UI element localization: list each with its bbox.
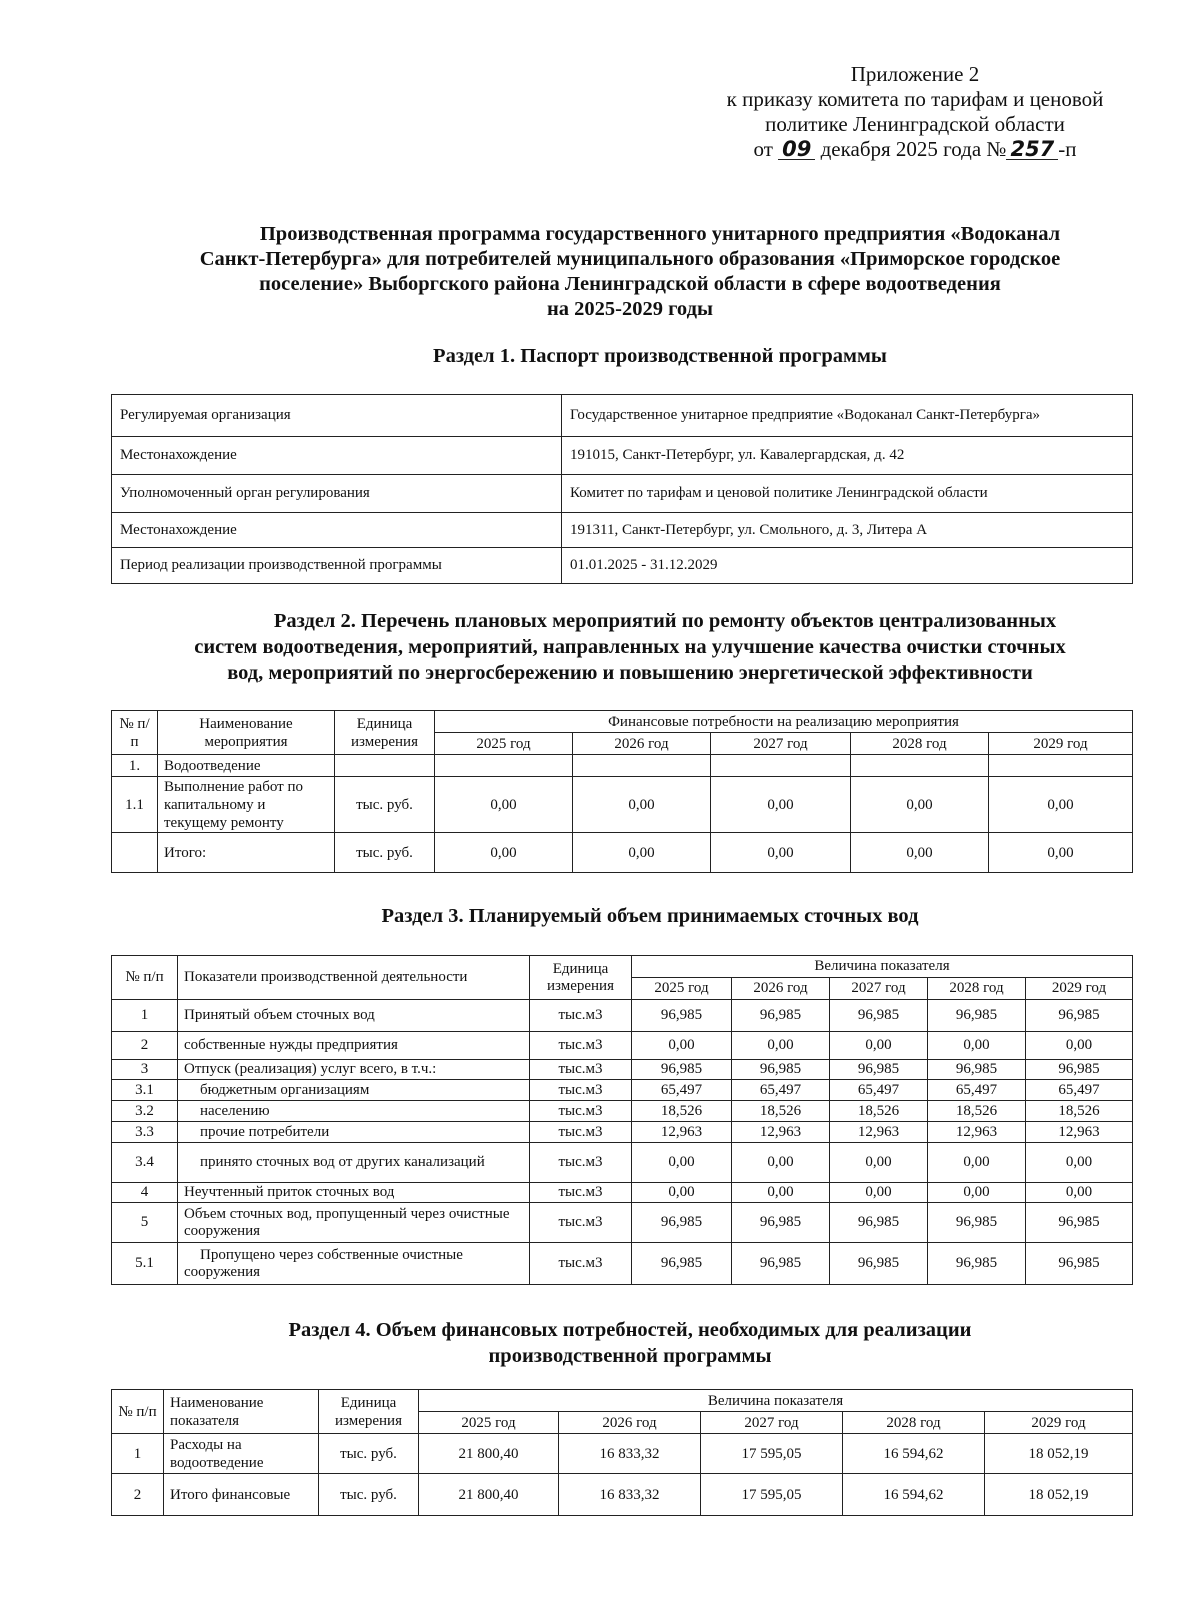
col-header-unit: Единица измерения — [530, 956, 632, 1000]
row-name — [178, 1143, 530, 1183]
row-num: 3.4 — [112, 1143, 178, 1183]
row-value: 65,497 — [830, 1080, 928, 1101]
col-header-group: Финансовые потребности на реализацию мероприятия — [435, 711, 1133, 733]
row-value: 17 595,05 — [701, 1474, 843, 1516]
row-value: 0,00 — [1026, 1032, 1133, 1060]
table-row — [112, 1143, 1133, 1183]
table-row — [112, 1060, 1133, 1080]
row-name — [178, 1243, 530, 1285]
row-value: 18 052,19 — [985, 1474, 1133, 1516]
row-value: 96,985 — [928, 1000, 1026, 1032]
table-row — [112, 1032, 1133, 1060]
col-header-unit: Единица измерения — [319, 1390, 419, 1434]
row-num: 2 — [112, 1032, 178, 1060]
row-value: 96,985 — [1026, 1243, 1133, 1285]
section-2-heading-line-3: вод, мероприятий по энергосбережению и повышению энергетической эффективности — [227, 662, 1033, 684]
row-value: 16 594,62 — [843, 1474, 985, 1516]
col-header-year: 2025 год — [419, 1412, 559, 1434]
passport-value: 01.01.2025 - 31.12.2029 — [562, 548, 1133, 584]
col-header-year: 2028 год — [851, 733, 989, 755]
row-value: 0,00 — [732, 1032, 830, 1060]
title-line-3: поселение» Выборгского района Ленинградской области в сфере водоотведения — [259, 273, 1001, 295]
row-unit: тыс.м3 — [530, 1183, 632, 1203]
row-unit: тыс.м3 — [530, 1203, 632, 1243]
row-value: 96,985 — [632, 1243, 732, 1285]
row-value: 0,00 — [732, 1183, 830, 1203]
row-value: 12,963 — [830, 1122, 928, 1143]
table-row — [112, 1203, 1133, 1243]
passport-label: Местонахождение — [112, 437, 562, 475]
table-header-row — [112, 1390, 1133, 1412]
table-row — [112, 777, 1133, 833]
col-header-unit: Единица измерения — [335, 711, 435, 755]
row-value: 65,497 — [928, 1080, 1026, 1101]
col-header-name: Показатели производственной деятельности — [178, 956, 530, 1000]
row-name: Неучтенный приток сточных вод — [178, 1183, 530, 1203]
col-header-year: 2027 год — [711, 733, 851, 755]
table-row — [112, 755, 1133, 777]
appendix-line-1: Приложение 2 — [850, 62, 980, 86]
table-row — [112, 1474, 1133, 1516]
table-row — [112, 1080, 1133, 1101]
col-header-name: Наименование мероприятия — [158, 711, 335, 755]
passport-value: 191015, Санкт-Петербург, ул. Кавалергардская, д. 42 — [562, 437, 1133, 475]
col-header-year: 2027 год — [701, 1412, 843, 1434]
col-header-year: 2029 год — [985, 1412, 1133, 1434]
table-row — [112, 437, 1133, 475]
order-number-suffix: -п — [1058, 137, 1077, 161]
row-num: 1 — [112, 1000, 178, 1032]
row-value: 12,963 — [928, 1122, 1026, 1143]
title-line-1: Производственная программа государственного унитарного предприятия «Водоканал — [259, 223, 1061, 245]
row-value: 96,985 — [928, 1203, 1026, 1243]
row-num: 2 — [112, 1474, 164, 1516]
appendix-date-line — [680, 137, 1150, 162]
row-value: 0,00 — [830, 1183, 928, 1203]
handwritten-order-number: 257 — [1006, 139, 1058, 160]
row-value: 0,00 — [435, 833, 573, 873]
col-header-group: Величина показателя — [419, 1390, 1133, 1412]
row-value — [851, 755, 989, 777]
table-row — [112, 1183, 1133, 1203]
table-row — [112, 1434, 1133, 1474]
row-value: 96,985 — [830, 1060, 928, 1080]
row-name: населению — [178, 1101, 530, 1122]
row-unit — [335, 755, 435, 777]
row-unit: тыс. руб. — [319, 1474, 419, 1516]
row-num: 3.1 — [112, 1080, 178, 1101]
row-value — [711, 755, 851, 777]
row-value: 0,00 — [830, 1143, 928, 1183]
passport-value: Комитет по тарифам и ценовой политике Ленинградской области — [562, 475, 1133, 513]
section-2-heading — [110, 608, 1150, 686]
row-value: 96,985 — [732, 1243, 830, 1285]
section-2-heading-line-1: Раздел 2. Перечень плановых мероприятий по ремонту объектов централизованных — [273, 610, 1057, 632]
row-value: 12,963 — [1026, 1122, 1133, 1143]
table-row — [112, 1101, 1133, 1122]
row-value: 12,963 — [732, 1122, 830, 1143]
row-value: 21 800,40 — [419, 1434, 559, 1474]
table-row — [112, 548, 1133, 584]
row-value: 21 800,40 — [419, 1474, 559, 1516]
title-line-4: на 2025-2029 годы — [547, 298, 713, 320]
row-unit: тыс.м3 — [530, 1080, 632, 1101]
row-value: 17 595,05 — [701, 1434, 843, 1474]
row-num — [112, 833, 158, 873]
table-row — [112, 1122, 1133, 1143]
row-name-text: Пропущено через собственные очистные сооружения — [184, 1246, 463, 1280]
row-value: 0,00 — [573, 833, 711, 873]
row-unit: тыс.м3 — [530, 1032, 632, 1060]
col-header-num: № п/п — [112, 1390, 164, 1434]
row-value: 0,00 — [1026, 1143, 1133, 1183]
row-value: 0,00 — [989, 777, 1133, 833]
section-4-heading-line-1: Раздел 4. Объем финансовых потребностей, необходимых для реализации — [288, 1319, 972, 1341]
col-header-year: 2027 год — [830, 978, 928, 1000]
row-value — [435, 755, 573, 777]
row-unit: тыс.м3 — [530, 1243, 632, 1285]
row-value: 16 833,32 — [559, 1474, 701, 1516]
row-value: 16 594,62 — [843, 1434, 985, 1474]
row-unit: тыс. руб. — [335, 777, 435, 833]
repair-measures-table — [111, 710, 1133, 873]
row-num: 1. — [112, 755, 158, 777]
row-num: 3 — [112, 1060, 178, 1080]
row-unit: тыс.м3 — [530, 1060, 632, 1080]
row-value — [989, 755, 1133, 777]
row-value: 16 833,32 — [559, 1434, 701, 1474]
row-name: Водоотведение — [158, 755, 335, 777]
handwritten-day: 09 — [778, 139, 815, 160]
row-value: 0,00 — [711, 777, 851, 833]
date-prefix: от — [753, 137, 773, 161]
row-value: 18,526 — [632, 1101, 732, 1122]
row-value: 0,00 — [632, 1143, 732, 1183]
table-header-row — [112, 956, 1133, 978]
row-value: 96,985 — [1026, 1203, 1133, 1243]
row-unit: тыс. руб. — [335, 833, 435, 873]
col-header-group: Величина показателя — [632, 956, 1133, 978]
row-value: 0,00 — [632, 1183, 732, 1203]
row-value: 18,526 — [1026, 1101, 1133, 1122]
row-value: 0,00 — [573, 777, 711, 833]
row-num: 5 — [112, 1203, 178, 1243]
row-unit: тыс. руб. — [319, 1434, 419, 1474]
row-value: 18,526 — [732, 1101, 830, 1122]
row-name: Принятый объем сточных вод — [178, 1000, 530, 1032]
row-name: бюджетным организациям — [178, 1080, 530, 1101]
row-name: прочие потребители — [178, 1122, 530, 1143]
wastewater-volume-table — [111, 955, 1133, 1285]
col-header-year: 2028 год — [843, 1412, 985, 1434]
row-value: 65,497 — [732, 1080, 830, 1101]
row-value: 0,00 — [830, 1032, 928, 1060]
row-value: 18,526 — [830, 1101, 928, 1122]
table-row — [112, 1243, 1133, 1285]
row-num: 1 — [112, 1434, 164, 1474]
col-header-num: № п/п — [112, 711, 158, 755]
row-name: Отпуск (реализация) услуг всего, в т.ч.: — [178, 1060, 530, 1080]
col-header-year: 2029 год — [989, 733, 1133, 755]
passport-value: Государственное унитарное предприятие «Водоканал Санкт-Петербурга» — [562, 395, 1133, 437]
section-3-heading: Раздел 3. Планируемый объем принимаемых сточных вод — [381, 905, 919, 927]
row-value: 0,00 — [732, 1143, 830, 1183]
passport-label: Местонахождение — [112, 513, 562, 548]
section-4-heading-line-2: производственной программы — [488, 1345, 772, 1367]
row-value: 96,985 — [830, 1000, 928, 1032]
row-value: 96,985 — [732, 1000, 830, 1032]
row-unit: тыс.м3 — [530, 1101, 632, 1122]
section-1-heading: Раздел 1. Паспорт производственной программы — [433, 345, 887, 367]
row-value: 0,00 — [632, 1032, 732, 1060]
row-value: 96,985 — [632, 1060, 732, 1080]
passport-label: Уполномоченный орган регулирования — [112, 475, 562, 513]
row-name: Объем сточных вод, пропущенный через очистные сооружения — [178, 1203, 530, 1243]
row-value: 0,00 — [711, 833, 851, 873]
row-num: 3.2 — [112, 1101, 178, 1122]
table-row — [112, 475, 1133, 513]
row-value: 0,00 — [851, 833, 989, 873]
passport-label: Регулируемая организация — [112, 395, 562, 437]
row-name: Выполнение работ по капитальному и текущему ремонту — [158, 777, 335, 833]
col-header-year: 2026 год — [732, 978, 830, 1000]
row-value: 18,526 — [928, 1101, 1026, 1122]
row-value: 65,497 — [1026, 1080, 1133, 1101]
passport-table — [111, 394, 1133, 584]
row-unit: тыс.м3 — [530, 1122, 632, 1143]
row-value: 96,985 — [632, 1000, 732, 1032]
col-header-year: 2026 год — [559, 1412, 701, 1434]
row-name: собственные нужды предприятия — [178, 1032, 530, 1060]
col-header-year: 2025 год — [632, 978, 732, 1000]
passport-label: Период реализации производственной программы — [112, 548, 562, 584]
row-value: 96,985 — [928, 1060, 1026, 1080]
row-value: 0,00 — [851, 777, 989, 833]
row-unit: тыс.м3 — [530, 1143, 632, 1183]
row-num: 3.3 — [112, 1122, 178, 1143]
col-header-year: 2026 год — [573, 733, 711, 755]
row-name: Расходы на водоотведение — [164, 1434, 319, 1474]
row-name: Итого финансовые — [164, 1474, 319, 1516]
row-value: 0,00 — [928, 1143, 1026, 1183]
row-name: Итого: — [158, 833, 335, 873]
row-value: 96,985 — [632, 1203, 732, 1243]
appendix-header — [680, 62, 1150, 162]
passport-value: 191311, Санкт-Петербург, ул. Смольного, д. 3, Литера А — [562, 513, 1133, 548]
row-value: 96,985 — [1026, 1060, 1133, 1080]
col-header-year: 2028 год — [928, 978, 1026, 1000]
row-value: 96,985 — [928, 1243, 1026, 1285]
row-value: 96,985 — [1026, 1000, 1133, 1032]
table-row — [112, 1000, 1133, 1032]
col-header-year: 2025 год — [435, 733, 573, 755]
col-header-num: № п/п — [112, 956, 178, 1000]
row-value: 18 052,19 — [985, 1434, 1133, 1474]
row-value: 12,963 — [632, 1122, 732, 1143]
table-row — [112, 513, 1133, 548]
row-value: 0,00 — [928, 1032, 1026, 1060]
date-mid: декабря 2025 года № — [820, 137, 1007, 161]
row-value: 96,985 — [732, 1203, 830, 1243]
title-line-2: Санкт-Петербурга» для потребителей муниципального образования «Приморское городское — [199, 248, 1061, 270]
col-header-name: Наименование показателя — [164, 1390, 319, 1434]
row-num: 5.1 — [112, 1243, 178, 1285]
row-name-text: принято сточных вод от других канализаций — [200, 1154, 485, 1170]
row-value: 0,00 — [1026, 1183, 1133, 1203]
row-value: 65,497 — [632, 1080, 732, 1101]
row-value — [573, 755, 711, 777]
financial-needs-table — [111, 1389, 1133, 1516]
table-row-total — [112, 833, 1133, 873]
appendix-line-3: политике Ленинградской области — [765, 112, 1065, 136]
table-row — [112, 395, 1133, 437]
row-value: 0,00 — [928, 1183, 1026, 1203]
row-value: 0,00 — [989, 833, 1133, 873]
row-value: 96,985 — [830, 1243, 928, 1285]
row-value: 0,00 — [435, 777, 573, 833]
table-header-row — [112, 711, 1133, 733]
row-value: 96,985 — [830, 1203, 928, 1243]
document-title — [110, 222, 1150, 322]
row-value: 96,985 — [732, 1060, 830, 1080]
col-header-year: 2029 год — [1026, 978, 1133, 1000]
row-unit: тыс.м3 — [530, 1000, 632, 1032]
section-4-heading — [200, 1317, 1060, 1369]
row-num: 1.1 — [112, 777, 158, 833]
appendix-line-2: к приказу комитета по тарифам и ценовой — [726, 87, 1104, 111]
row-num: 4 — [112, 1183, 178, 1203]
section-2-heading-line-2: систем водоотведения, мероприятий, направленных на улучшение качества очистки сточных — [194, 636, 1066, 658]
